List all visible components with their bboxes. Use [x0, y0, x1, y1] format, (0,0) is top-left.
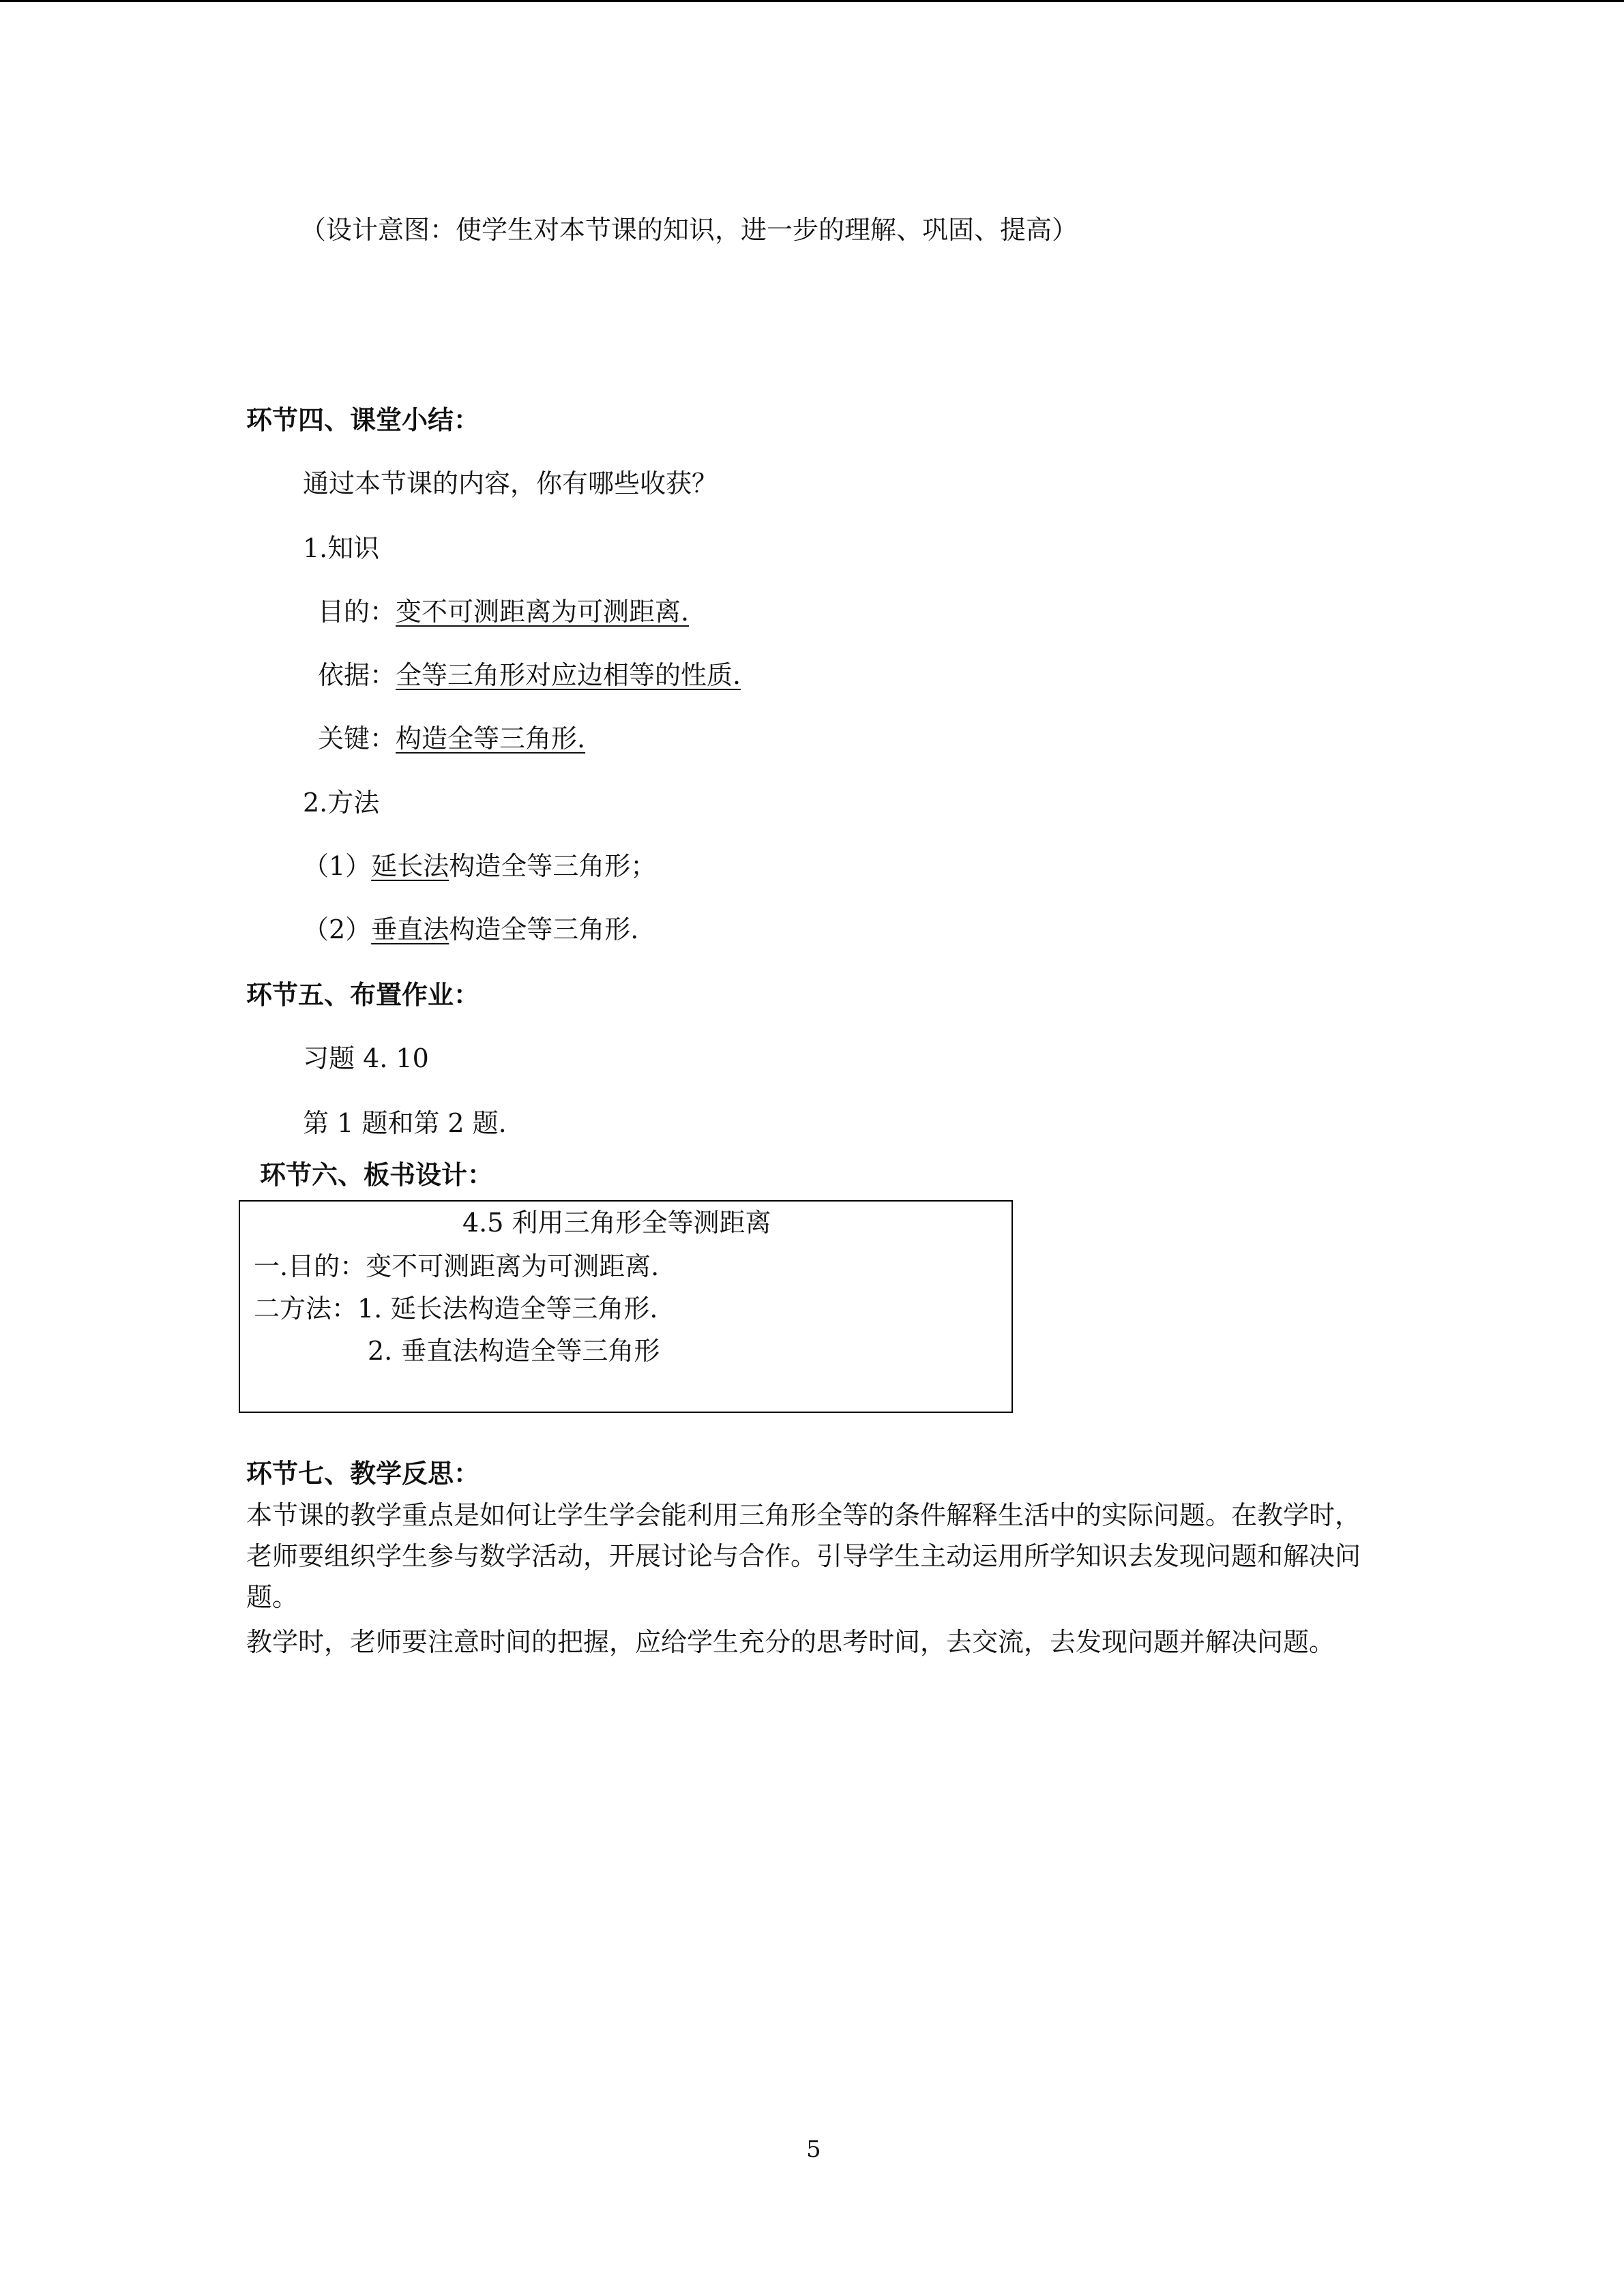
board-title: 4.5 利用三角形全等测距离: [462, 1208, 771, 1238]
section5-heading: 环节五、布置作业：: [246, 980, 480, 1010]
knowledge-value: 全等三角形对应边相等的性质.: [396, 660, 741, 690]
method-name: 延长法: [371, 851, 449, 881]
design-intent: （设计意图：使学生对本节课的知识，进一步的理解、巩固、提高）: [300, 215, 1078, 245]
homework-problems: 第 1 题和第 2 题.: [303, 1108, 507, 1138]
method-rest: 构造全等三角形.: [449, 914, 639, 944]
board-line-method-1: 二方法：1. 延长法构造全等三角形.: [254, 1294, 658, 1324]
knowledge-label: 依据：: [318, 660, 396, 690]
knowledge-value: 变不可测距离为可测距离.: [396, 597, 690, 627]
knowledge-title: 1.知识: [303, 533, 380, 563]
board-line-purpose: 一.目的：变不可测距离为可测距离.: [254, 1251, 660, 1281]
knowledge-label: 关键：: [318, 724, 396, 754]
method-name: 垂直法: [371, 914, 449, 944]
summary-question: 通过本节课的内容，你有哪些收获？: [303, 468, 718, 498]
page-number: 5: [806, 2136, 821, 2163]
knowledge-item: [318, 662, 741, 688]
section4-heading: 环节四、课堂小结：: [246, 405, 480, 435]
section7-heading: 环节七、教学反思：: [246, 1459, 480, 1489]
section6-heading: 环节六、板书设计：: [260, 1160, 494, 1190]
method-number: （2）: [303, 914, 372, 944]
method-rest: 构造全等三角形；: [449, 851, 657, 881]
knowledge-item: [318, 599, 689, 625]
reflection-paragraph-2: 教学时，老师要注意时间的把握，应给学生充分的思考时间，去交流，去发现问题并解决问题。: [246, 1627, 1335, 1657]
method-title: 2.方法: [303, 788, 380, 818]
method-item: [303, 853, 656, 879]
knowledge-label: 目的：: [318, 597, 396, 627]
board-line-method-2: 2. 垂直法构造全等三角形: [368, 1336, 660, 1366]
knowledge-value: 构造全等三角形.: [396, 724, 586, 754]
method-number: （1）: [303, 851, 372, 881]
knowledge-item: [318, 724, 586, 754]
method-item: [303, 916, 638, 942]
homework-exercise: 习题 4. 10: [303, 1043, 429, 1073]
top-border-line: [0, 0, 1624, 2]
reflection-paragraph-1: 本节课的教学重点是如何让学生学会能利用三角形全等的条件解释生活中的实际问题。在教学时，老师要组织学生参与数学活动，开展讨论与合作。引导学生主动运用所学知识去发现问题和解决问题。: [246, 1500, 1361, 1612]
